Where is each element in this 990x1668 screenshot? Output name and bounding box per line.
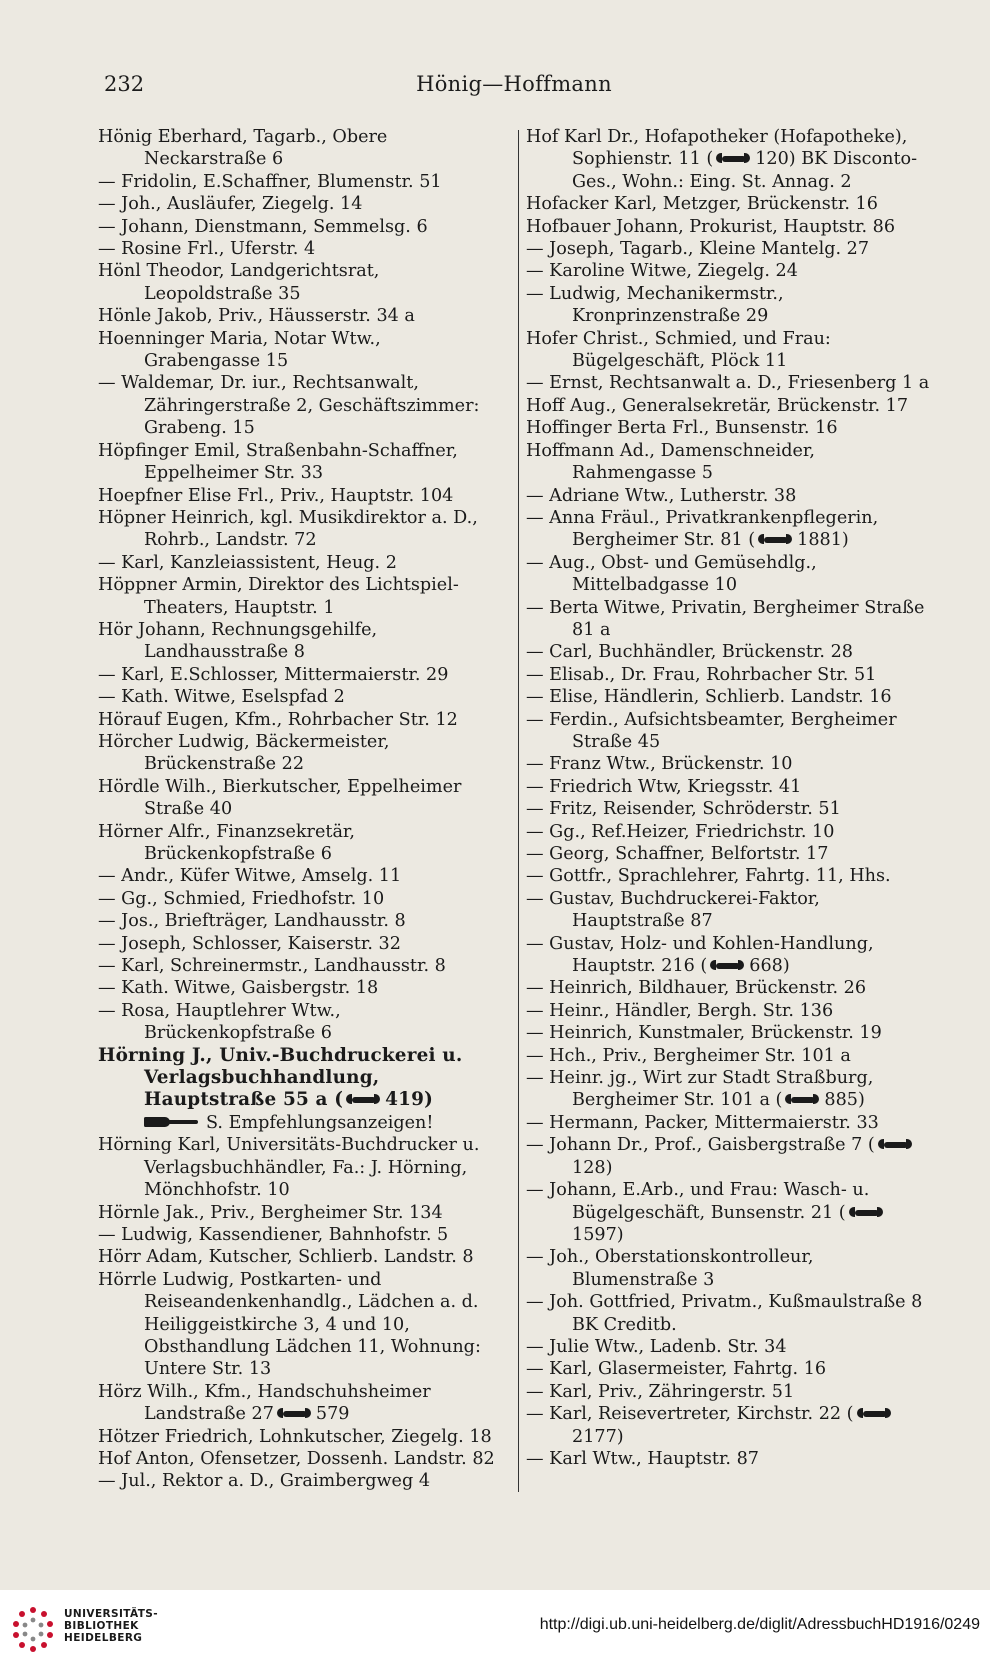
entry-text: — Karl, Reisevertreter, Kirchstr. 22 (	[526, 1404, 854, 1425]
entry-text: Hof Karl Dr., Hofapotheker (Hofapotheke), Sophienstr. 11 (	[526, 127, 908, 170]
directory-entry	[98, 1426, 498, 1448]
source-url-link[interactable]: http://digi.ub.uni-heidelberg.de/diglit/AdressbuchHD1916/0249	[539, 1616, 980, 1633]
directory-entry	[98, 1246, 498, 1268]
directory-entry	[98, 1224, 498, 1246]
entry-text: — Karl, Priv., Zähringerstr. 51	[526, 1381, 795, 1402]
entry-text: Hörz Wilh., Kfm., Handschuhsheimer Landstraße 27	[98, 1381, 431, 1425]
directory-entry	[526, 888, 938, 933]
entry-text: — Joh., Ausläufer, Ziegelg. 14	[98, 194, 363, 215]
entry-text: Hörcher Ludwig, Bäckermeister, Brückenstraße 22	[98, 731, 390, 775]
directory-entry	[98, 1448, 498, 1470]
directory-entry	[98, 1000, 498, 1045]
entry-phone-number: 668)	[749, 956, 790, 977]
telephone-receiver-icon	[878, 1139, 914, 1151]
entry-phone-number: 120) BK Disconto-Ges., Wohn.: Eing. St. Annag. 2	[572, 149, 918, 192]
directory-entry	[98, 1470, 498, 1492]
directory-entry	[526, 977, 938, 999]
entry-text: Hoepfner Elise Frl., Priv., Hauptstr. 104	[98, 485, 454, 506]
entry-text: — Heinr., Händler, Bergh. Str. 136	[526, 1000, 834, 1021]
directory-entry	[526, 686, 938, 708]
directory-entry	[526, 1336, 938, 1358]
entry-text: — Heinrich, Bildhauer, Brückenstr. 26	[526, 978, 867, 999]
right-column	[526, 126, 938, 1470]
entry-text: — Ferdin., Aufsichtsbeamter, Bergheimer Straße 45	[526, 709, 897, 752]
entry-text: — Rosine Frl., Uferstr. 4	[98, 239, 316, 260]
entry-text: — Joseph, Schlosser, Kaiserstr. 32	[98, 933, 401, 954]
directory-entry	[526, 552, 938, 597]
directory-entry	[526, 216, 938, 238]
directory-entry	[98, 328, 498, 373]
entry-text: — Fritz, Reisender, Schröderstr. 51	[526, 799, 841, 820]
directory-entry	[526, 193, 938, 215]
directory-entry	[98, 888, 498, 910]
telephone-receiver-icon	[346, 1094, 382, 1106]
directory-entry	[98, 821, 498, 866]
entry-text: — Heinrich, Kunstmaler, Brückenstr. 19	[526, 1023, 882, 1044]
pointing-hand-icon	[144, 1114, 200, 1130]
directory-entry	[98, 619, 498, 664]
entry-text: Hörnle Jak., Priv., Bergheimer Str. 134	[98, 1202, 443, 1223]
directory-entry	[526, 709, 938, 754]
directory-entry	[526, 238, 938, 260]
entry-text: Hörning Karl, Universitäts-Buchdrucker u. Verlagsbuchhändler, Fa.: J. Hörning, Mönchhofstr. 10	[98, 1135, 480, 1201]
entry-text: — Joh., Oberstationskontrolleur, Blumenstraße 3	[526, 1247, 814, 1290]
entry-text: — Gustav, Holz- und Kohlen-Handlung, Hauptstr. 216 (	[526, 933, 874, 977]
telephone-receiver-icon	[710, 960, 746, 972]
entry-text: — Gottfr., Sprachlehrer, Fahrtg. 11, Hhs.	[526, 866, 891, 887]
telephone-receiver-icon	[857, 1408, 893, 1420]
directory-entry	[526, 485, 938, 507]
entry-text: — Gg., Schmied, Friedhofstr. 10	[98, 888, 385, 909]
directory-entry	[98, 440, 498, 485]
telephone-receiver-icon	[849, 1207, 885, 1219]
entry-text: Hönig Eberhard, Tagarb., Obere Neckarstraße 6	[98, 127, 388, 170]
directory-entry	[98, 1134, 498, 1201]
entry-text: Hörner Alfr., Finanzsekretär, Brückenkopfstraße 6	[98, 821, 355, 864]
entry-text: — Kath. Witwe, Eselspfad 2	[98, 687, 345, 708]
entry-text: Hönle Jakob, Priv., Häusserstr. 34 a	[98, 306, 415, 327]
telephone-receiver-icon	[716, 153, 752, 165]
directory-entry	[98, 664, 498, 686]
entry-text: Hörrle Ludwig, Postkarten- und Reiseandenkenhandlg., Lädchen a. d. Heiliggeistkirche 3, 4 und 10, Obsthandlung Lädchen 11, Wohnung: Untere Str. 13	[98, 1269, 481, 1380]
entry-text: — Heinr. jg., Wirt zur Stadt Straßburg, Bergheimer Str. 101 a (	[526, 1068, 874, 1111]
directory-entry	[526, 1381, 938, 1403]
column-divider	[518, 130, 519, 1492]
directory-entry	[98, 260, 498, 305]
entry-phone-number: 419)	[385, 1089, 434, 1111]
entry-text: — Karl, Glasermeister, Fahrtg. 16	[526, 1359, 827, 1380]
entry-text: Höpner Heinrich, kgl. Musikdirektor a. D., Rohrb., Landstr. 72	[98, 507, 478, 551]
directory-entry	[98, 731, 498, 776]
running-head: Hönig—Hoffmann	[416, 72, 612, 96]
directory-entry	[98, 865, 498, 887]
page-header	[104, 72, 924, 102]
entry-text: — Hermann, Packer, Mittermaierstr. 33	[526, 1112, 879, 1133]
directory-entry	[98, 776, 498, 821]
entry-phone-number: 1597)	[572, 1224, 624, 1245]
telephone-receiver-icon	[277, 1408, 313, 1420]
directory-entry	[526, 843, 938, 865]
directory-entry	[526, 821, 938, 843]
entry-text: — Rosa, Hauptlehrer Wtw., Brückenkopfstraße 6	[98, 1000, 341, 1044]
entry-text: Hof Anton, Ofensetzer, Dossenh. Landstr. 82	[98, 1448, 495, 1469]
directory-entry	[98, 709, 498, 731]
footer-bar	[0, 1590, 990, 1668]
directory-entry	[98, 686, 498, 708]
entry-text: Höpfinger Emil, Straßenbahn-Schaffner, Eppelheimer Str. 33	[98, 440, 458, 484]
directory-entry	[526, 753, 938, 775]
entry-text: — Hch., Priv., Bergheimer Str. 101 a	[526, 1045, 851, 1066]
directory-entry	[526, 1112, 938, 1134]
directory-entry	[526, 641, 938, 663]
telephone-receiver-icon	[785, 1094, 821, 1106]
directory-entry	[98, 933, 498, 955]
entry-text: — Franz Wtw., Brückenstr. 10	[526, 754, 793, 775]
directory-entry	[526, 507, 938, 552]
entry-text: — Friedrich Wtw, Kriegsstr. 41	[526, 776, 802, 797]
directory-entry	[526, 372, 938, 394]
directory-entry	[98, 126, 498, 171]
entry-text: — Johann Dr., Prof., Gaisbergstraße 7 (	[526, 1135, 875, 1156]
entry-text: Hötzer Friedrich, Lohnkutscher, Ziegelg. 18	[98, 1426, 492, 1447]
entry-text: — Karl, Schreinermstr., Landhausstr. 8	[98, 956, 446, 977]
library-logo-icon	[8, 1604, 58, 1654]
entry-text: — Jos., Briefträger, Landhausstr. 8	[98, 911, 406, 932]
directory-entry	[98, 910, 498, 932]
directory-entry	[98, 955, 498, 977]
directory-entry	[526, 1022, 938, 1044]
entry-phone-number: 2177)	[572, 1426, 624, 1447]
entry-text: — Elise, Händlerin, Schlierb. Landstr. 16	[526, 687, 892, 708]
directory-entry	[526, 440, 938, 485]
entry-text: — Carl, Buchhändler, Brückenstr. 28	[526, 642, 853, 663]
directory-entry	[98, 193, 498, 215]
telephone-receiver-icon	[758, 534, 794, 546]
directory-entry	[526, 1448, 938, 1470]
left-column	[98, 126, 498, 1493]
entry-phone-number: 1881)	[797, 530, 849, 551]
entry-text: — Karl, Kanzleiassistent, Heug. 2	[98, 552, 397, 573]
directory-entry	[526, 1291, 938, 1336]
logo-line: BIBLIOTHEK	[64, 1620, 139, 1632]
entry-text: — Joseph, Tagarb., Kleine Mantelg. 27	[526, 239, 870, 260]
directory-entry	[98, 305, 498, 327]
entry-text: — Anna Fräul., Privatkrankenpflegerin, Bergheimer Str. 81 (	[526, 507, 879, 551]
entry-text: — Fridolin, E.Schaffner, Blumenstr. 51	[98, 171, 442, 192]
directory-entry	[526, 1179, 938, 1246]
directory-entry	[526, 395, 938, 417]
entry-text: — Jul., Rektor a. D., Graimbergweg 4	[98, 1471, 431, 1492]
entry-text: Hörning J., Univ.-Buchdruckerei u. Verlagsbuchhandlung, Hauptstraße 55 a (	[98, 1044, 463, 1111]
entry-text: Hofacker Karl, Metzger, Brückenstr. 16	[526, 194, 878, 215]
entry-text: — Ludwig, Kassendiener, Bahnhofstr. 5	[98, 1224, 449, 1245]
entry-text: — Johann, E.Arb., und Frau: Wasch- u. Bügelgeschäft, Bunsenstr. 21 (	[526, 1180, 870, 1223]
directory-entry	[526, 1067, 938, 1112]
directory-entry	[98, 977, 498, 999]
directory-entry	[526, 1045, 938, 1067]
entry-text: — Aug., Obst- und Gemüsehdlg., Mittelbadgasse 10	[526, 552, 817, 596]
entry-text: — Karl Wtw., Hauptstr. 87	[526, 1448, 759, 1469]
directory-entry	[98, 552, 498, 574]
entry-text: — Gustav, Buchdruckerei-Faktor, Hauptstraße 87	[526, 888, 820, 932]
entry-text: — Gg., Ref.Heizer, Friedrichstr. 10	[526, 821, 835, 842]
directory-entry	[98, 216, 498, 238]
directory-entry	[98, 1269, 498, 1381]
directory-entry	[526, 1358, 938, 1380]
entry-text: — Joh. Gottfried, Privatm., Kußmaulstraße 8 BK Creditb.	[526, 1292, 923, 1335]
entry-text: — Andr., Küfer Witwe, Amselg. 11	[98, 866, 402, 887]
entry-text: — Adriane Wtw., Lutherstr. 38	[526, 485, 797, 506]
directory-entry	[98, 1045, 498, 1112]
directory-entry	[98, 171, 498, 193]
entry-text: Hofer Christ., Schmied, und Frau: Bügelgeschäft, Plöck 11	[526, 328, 831, 372]
entry-text: — Johann, Dienstmann, Semmelsg. 6	[98, 216, 428, 237]
entry-text: Hoenninger Maria, Notar Wtw., Grabengasse 15	[98, 328, 381, 372]
entry-text: Hördle Wilh., Bierkutscher, Eppelheimer Straße 40	[98, 776, 462, 820]
entry-text: Hör Johann, Rechnungsgehilfe, Landhausstraße 8	[98, 619, 378, 663]
entry-text: S. Empfehlungsanzeigen!	[206, 1112, 434, 1133]
directory-entry	[526, 933, 938, 978]
page-number: 232	[104, 72, 145, 96]
entry-text: Hoffinger Berta Frl., Bunsenstr. 16	[526, 418, 838, 439]
entry-text: Hoffmann Ad., Damenschneider, Rahmengasse 5	[526, 440, 815, 484]
directory-entry	[526, 126, 938, 193]
entry-text: Hörauf Eugen, Kfm., Rohrbacher Str. 12	[98, 709, 458, 730]
entry-phone-number: 579	[315, 1404, 350, 1425]
logo-line: HEIDELBERG	[64, 1632, 143, 1644]
directory-entry	[526, 597, 938, 642]
directory-entry	[526, 865, 938, 887]
directory-entry	[98, 372, 498, 439]
entry-text: — Georg, Schaffner, Belfortstr. 17	[526, 844, 829, 864]
entry-text: — Waldemar, Dr. iur., Rechtsanwalt, Zähringerstraße 2, Geschäftszimmer: Grabeng. 15	[98, 373, 480, 439]
entry-text: — Karl, E.Schlosser, Mittermaierstr. 29	[98, 664, 449, 685]
entry-text: Hoff Aug., Generalsekretär, Brückenstr. 17	[526, 395, 909, 416]
directory-entry	[526, 1403, 938, 1448]
directory-entry	[98, 1202, 498, 1224]
directory-entry	[98, 485, 498, 507]
directory-entry	[526, 283, 938, 328]
entry-text: — Berta Witwe, Privatin, Bergheimer Straße 81 a	[526, 597, 925, 640]
entry-text: Hofbauer Johann, Prokurist, Hauptstr. 86	[526, 216, 896, 237]
directory-entry	[526, 417, 938, 439]
entry-text: — Julie Wtw., Ladenb. Str. 34	[526, 1336, 787, 1357]
directory-entry	[526, 328, 938, 373]
directory-entry	[526, 1134, 938, 1179]
entry-phone-number: 885)	[824, 1090, 865, 1111]
directory-entry	[526, 776, 938, 798]
directory-entry	[526, 1246, 938, 1291]
entry-text: — Karoline Witwe, Ziegelg. 24	[526, 261, 798, 282]
entry-text: — Ludwig, Mechanikermstr., Kronprinzenstraße 29	[526, 283, 784, 327]
directory-entry	[526, 1000, 938, 1022]
library-logo-text	[64, 1608, 158, 1644]
directory-entry	[98, 238, 498, 260]
directory-entry	[526, 260, 938, 282]
entry-phone-number: 128)	[572, 1157, 613, 1178]
entry-text: Hörr Adam, Kutscher, Schlierb. Landstr. 8	[98, 1247, 474, 1268]
entry-text: — Elisab., Dr. Frau, Rohrbacher Str. 51	[526, 664, 877, 685]
directory-entry	[98, 574, 498, 619]
logo-line: UNIVERSITÄTS-	[64, 1608, 159, 1620]
entry-text: — Kath. Witwe, Gaisbergstr. 18	[98, 978, 379, 999]
directory-entry	[526, 664, 938, 686]
entry-text: Höppner Armin, Direktor des Lichtspiel-Theaters, Hauptstr. 1	[98, 575, 459, 618]
entry-text: Hönl Theodor, Landgerichtsrat, Leopoldstraße 35	[98, 261, 380, 304]
directory-entry	[98, 1112, 498, 1134]
entry-text: — Ernst, Rechtsanwalt a. D., Friesenberg 1 a	[526, 373, 930, 394]
directory-entry	[98, 1381, 498, 1426]
directory-entry	[526, 798, 938, 820]
directory-entry	[98, 507, 498, 552]
